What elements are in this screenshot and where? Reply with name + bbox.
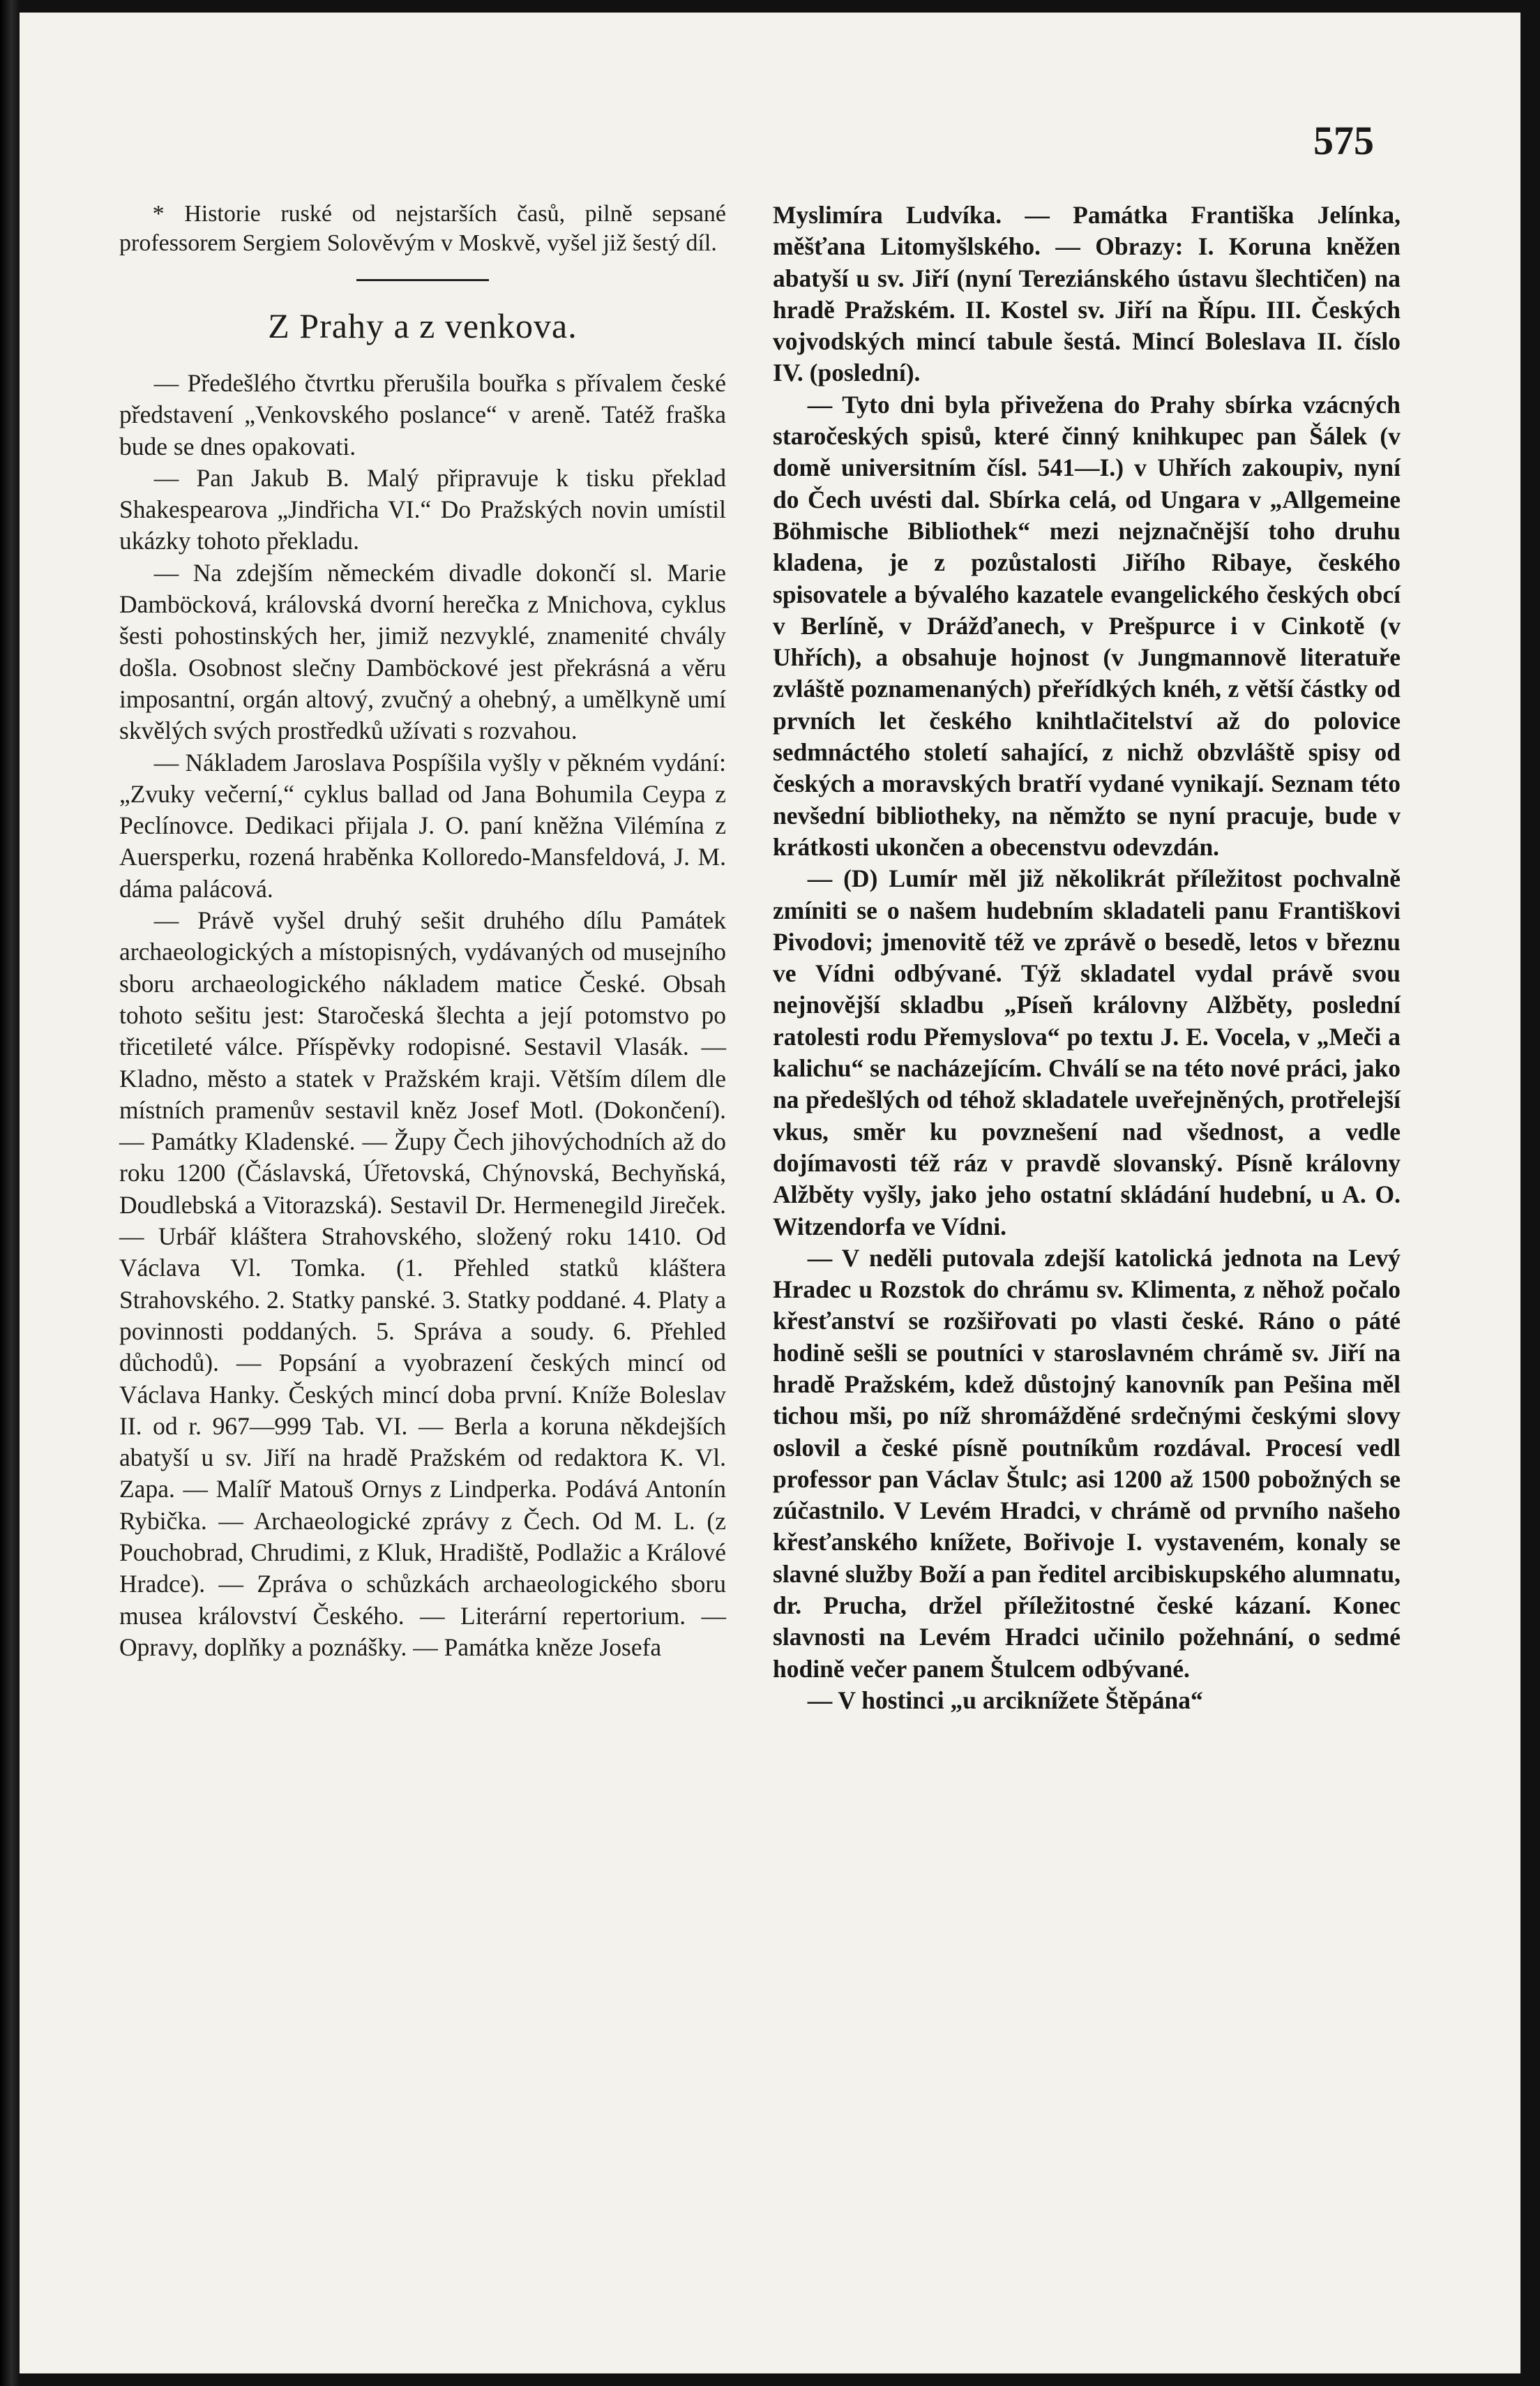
article-paragraph: — Na zdejším německém divadle dokončí sl. Marie Damböcková, královská dvorní herečka z Mnichova, cyklus šesti pohostinských her, jimiž nezvyklé, znamenité chvály došla. Osobnost slečny Damböckové jest překrásná a věru imposantní, orgán altový, zvučný a ohebný, a umělkyně umí skvělých svých prostředků užívati s rozvahou. bbox=[119, 558, 726, 745]
newspaper-page bbox=[20, 13, 1520, 2373]
article-paragraph: — V neděli putovala zdejší katolická jednota na Levý Hradec u Rozstok do chrámu sv. Klimenta, z něhož počalo křesťanství se rozšiřovati po vlasti české. Ráno o páté hodině sešli se poutníci v staroslavném chrámě sv. Jiří na hradě Pražském, kdež důstojný kanovník pan Pešina měl tichou mši, po níž shromážděné srdečnými českými slovy oslovil a české písně poutníkům rozdával. Procesí vedl professor pan Václav Štulc; asi 1200 až 1500 pobožných se zúčastnilo. V Levém Hradci, v chrámě od prvního našeho křesťanského knížete, Bořivoje I. vystaveném, konaly se slavné služby Boží a pan ředitel arcibiskupského alumnatu, dr. Prucha, držel příležitostné české kázaní. Konec slavnosti na Levém Hradci učinilo požehnání, o sedmé hodině večer panem Štulcem odbývané. bbox=[773, 1243, 1401, 1683]
section-heading: Z Prahy a z venkova. bbox=[268, 306, 578, 345]
left-column bbox=[119, 200, 726, 1663]
right-column bbox=[773, 200, 1401, 1716]
scan-edge bbox=[0, 0, 20, 2386]
article-paragraph: — Tyto dni byla přivežena do Prahy sbírka vzácných staročeských spisů, které činný knihkupec pan Šálek (v domě universitním čísl. 541—I.) v Uhřích zakoupiv, nyní do Čech uvésti dal. Sbírka celá, od Ungara v „Allgemeine Böhmische Bibliothek“ mezi nejznačnější toho druhu kladena, je z pozůstalosti Jiřího Ribaye, českého spisovatele a bývalého kazatele evangelického českých obcí v Berlíně, v Drážďanech, v Prešpurce i v Cinkotě (v Uhřích), a obsahuje hojnost (v Jungmannově literatuře zvláště poznamenaných) přeřídkých knéh, z větší částky od prvních let českého knihtlačitelství až do polovice sedmnáctého století sahající, z nichž obzvláště spisy od českých a moravských bratří vydané vynikají. Seznam této nevšední bibliotheky, na němžto se nyní pracuje, bude v krátkosti ukončen a obecenstvu odevzdán. bbox=[773, 390, 1401, 861]
article-paragraph: — (D) Lumír měl již několikrát příležitost pochvalně zmíniti se o našem hudebním skladateli panu Františkovi Pivodovi; jmenovitě též ve zprávě o besedě, letos v březnu ve Vídni odbývané. Týž skladatel vydal právě svou nejnovější skladbu „Píseň královny Alžběty, poslední ratolesti rodu Přemyslova“ po textu J. E. Vocela, v „Meči a kalichu“ se nacházejícím. Chválí se na této nové práci, jako na předešlých od téhož skladatele uveřejněných, protřelejší vkus, směr ku povznešení nad všednost, a vedle dojímavosti též ráz v pravdě slovanský. Písně královny Alžběty vyšly, jako jeho ostatní skládání hudební, u A. O. Witzendorfa ve Vídni. bbox=[773, 864, 1401, 1240]
divider-rule bbox=[356, 279, 489, 281]
article-paragraph: — Pan Jakub B. Malý připravuje k tisku překlad Shakespearova „Jindřicha VI.“ Do Pražských novin umístil ukázky tohoto překladu. bbox=[119, 463, 726, 555]
article-paragraph: Myslimíra Ludvíka. — Památka Františka Jelínka, měšťana Litomyšlského. — Obrazy: I. Koruna kněžen abatyší u sv. Jiří (nyní Tereziánského ústavu šlechtičen) na hradě Pražském. II. Kostel sv. Jiří na Řípu. III. Českých vojvodských mincí tabule šestá. Mincí Boleslava II. číslo IV. (poslední). bbox=[773, 201, 1401, 387]
article-paragraph: — Nákladem Jaroslava Pospíšila vyšly v pěkném vydání: „Zvuky večerní,“ cyklus ballad od Jana Bohumila Ceypa z Peclínovce. Dedikaci přijala J. O. paní kněžna Vilémína z Auersperku, rozená hraběnka Kolloredo-Mansfeldová, J. M. dáma palácová. bbox=[119, 748, 726, 903]
article-paragraph: — V hostinci „u arciknížete Štěpána“ bbox=[807, 1686, 1203, 1714]
footnote: * Historie ruské od nejstarších časů, pilně sepsané professorem Sergiem Solověvým v Moskvě, vyšel již šestý díl. bbox=[119, 201, 726, 256]
article-paragraph: — Právě vyšel druhý sešit druhého dílu Památek archaeologických a místopisných, vydávaných od musejního sboru archaeologického nákladem matice České. Obsah tohoto sešitu jest: Staročeská šlechta a její potomstvo po třicetileté válce. Příspěvky rodopisné. Sestavil Vlasák. — Kladno, město a statek v Pražském kraji. Větším dílem dle místních pramenův sestavil kněz Josef Motl. (Dokončení). — Památky Kladenské. — Župy Čech jihovýchodních až do roku 1200 (Čáslavská, Úřetovská, Chýnovská, Bechyňská, Doudlebská a Vitorazská). Sestavil Dr. Hermenegild Jireček. — Urbář kláštera Strahovského, složený roku 1410. Od Václava Vl. Tomka. (1. Přehled statků kláštera Strahovského. 2. Statky panské. 3. Statky poddané. 4. Platy a povinnosti poddaných. 5. Správa a soudy. 6. Přehled důchodů). — Popsání a vyobrazení českých mincí od Václava Hanky. Českých mincí doba první. Kníže Boleslav II. od r. 967—999 Tab. VI. — Berla a koruna někdejších abatyší u sv. Jiří na hradě Pražském od redaktora K. Vl. Zapa. — Malíř Matouš Ornys z Lindperka. Podává Antonín Rybička. — Archaeologické zprávy z Čech. Od M. L. (z Pouchobrad, Chrudimi, z Kluk, Hradiště, Podlažic a Králové Hradce). — Zpráva o schůzkách archaeologického sboru musea království Českého. — Literární repertorium. — Opravy, doplňky a poznášky. — Památka kněze Josefa bbox=[119, 906, 726, 1661]
article-paragraph: — Předešlého čtvrtku přerušila bouřka s přívalem české představení „Venkovského poslance“ v areně. Tatéž fraška bude se dnes opakovati. bbox=[119, 369, 726, 460]
page-number: 575 bbox=[1313, 118, 1374, 163]
